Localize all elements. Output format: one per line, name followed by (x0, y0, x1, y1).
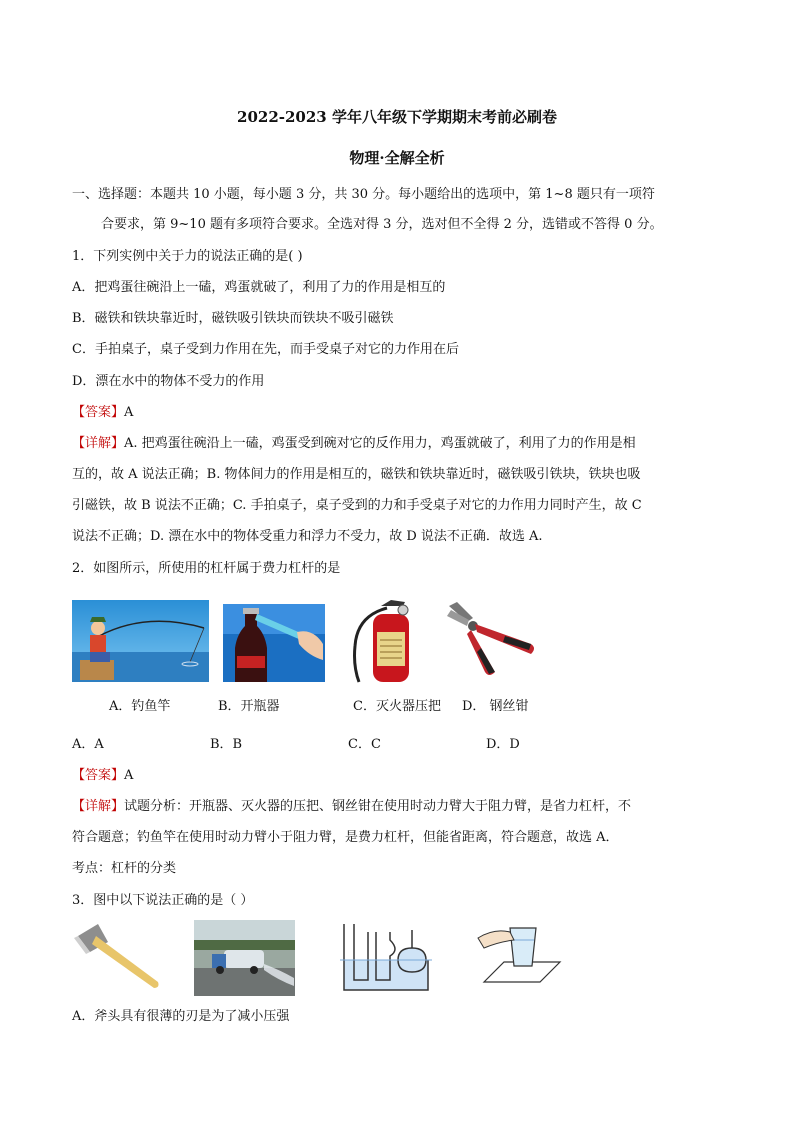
answer-value: A (124, 768, 134, 783)
q1-answer (72, 404, 133, 422)
q3-option-a: A．斧头具有很薄的刃是为了减小压强 (72, 1009, 290, 1024)
q2-detail-line2: 符合题意；钓鱼竿在使用时动力臂小于阻力臂，是费力杠杆，但能省距离，符合题意，故选 A． (72, 830, 619, 845)
q2-detail-line1 (72, 798, 631, 816)
q2-caption-c: C．灭火器压把 (353, 699, 441, 714)
fishing-rod-image (72, 600, 209, 682)
inverted-cup-image (474, 918, 562, 990)
q1-detail-line2: 互的，故 A 说法正确；B. 物体间力的作用是相互的，磁铁和铁块靠近时，磁铁吸引铁块，铁块也吸 (72, 467, 641, 482)
q2-caption-d: D． 钢丝钳 (462, 699, 529, 714)
answer-label: 【答案】 (72, 405, 125, 420)
q2-caption-a: A．钓鱼竿 (109, 699, 171, 714)
q2-answer (72, 767, 133, 785)
fire-extinguisher-image (347, 596, 427, 684)
bottle-opener-image (223, 604, 325, 682)
q2-caption-b: B．开瓶器 (218, 699, 280, 714)
detail-label: 【详解】 (72, 436, 125, 451)
q1-option-d: D．漂在水中的物体不受力的作用 (72, 374, 265, 389)
q2-option-b: B．B (210, 737, 243, 752)
q3-stem: 3．图中以下说法正确的是（ ） (72, 893, 254, 908)
pliers-image (445, 598, 539, 678)
q2-option-a: A．A (72, 737, 104, 752)
page-subtitle: 物理·全解全析 (349, 149, 445, 167)
axe-image (74, 922, 162, 992)
q2-stem: 2．如图所示，所使用的杠杆属于费力杠杆的是 (72, 561, 341, 576)
q1-detail-line3: 引磁铁，故 B 说法不正确；C. 手拍桌子，桌子受到的力和手受桌子对它的力作用力同时产生，故 C (72, 498, 642, 513)
q1-stem: 1．下列实例中关于力的说法正确的是( ) (72, 249, 303, 264)
detail-text: 试题分析：开瓶器、灭火器的压把、钢丝钳在使用时动力臂大于阻力臂，是省力杠杆，不 (124, 799, 632, 814)
section-instructions-line2: 合要求，第 9~10 题有多项符合要求。全选对得 3 分，选对但不全得 2 分，选错或不答得 0 分。 (101, 217, 663, 232)
q2-option-d: D．D (486, 737, 520, 752)
q1-detail-line4: 说法不正确；D. 漂在水中的物体受重力和浮力不受力，故 D 说法不正确．故选 A. (72, 529, 543, 544)
answer-label: 【答案】 (72, 768, 125, 783)
detail-text: A. 把鸡蛋往碗沿上一磕，鸡蛋受到碗对它的反作用力，鸡蛋就破了，利用了力的作用是相 (124, 436, 636, 451)
detail-label: 【详解】 (72, 799, 125, 814)
section-instructions-line1: 一、选择题：本题共 10 小题，每小题 3 分，共 30 分。每小题给出的选项中，第 1~8 题只有一项符 (72, 187, 655, 202)
connected-vessels-image (340, 920, 436, 996)
q2-point: 考点：杠杆的分类 (72, 861, 177, 876)
q1-option-c: C．手拍桌子，桌子受到力作用在先，而手受桌子对它的力作用在后 (72, 342, 459, 357)
q1-detail-line1 (72, 435, 636, 453)
sprinkler-truck-image (194, 920, 295, 996)
q2-option-c: C．C (348, 737, 381, 752)
q1-option-b: B．磁铁和铁块靠近时，磁铁吸引铁块而铁块不吸引磁铁 (72, 311, 394, 326)
answer-value: A (124, 405, 134, 420)
page-title: 2022-2023 学年八年级下学期期末考前必刷卷 (237, 108, 557, 126)
q1-option-a: A．把鸡蛋往碗沿上一磕，鸡蛋就破了，利用了力的作用是相互的 (72, 280, 446, 295)
